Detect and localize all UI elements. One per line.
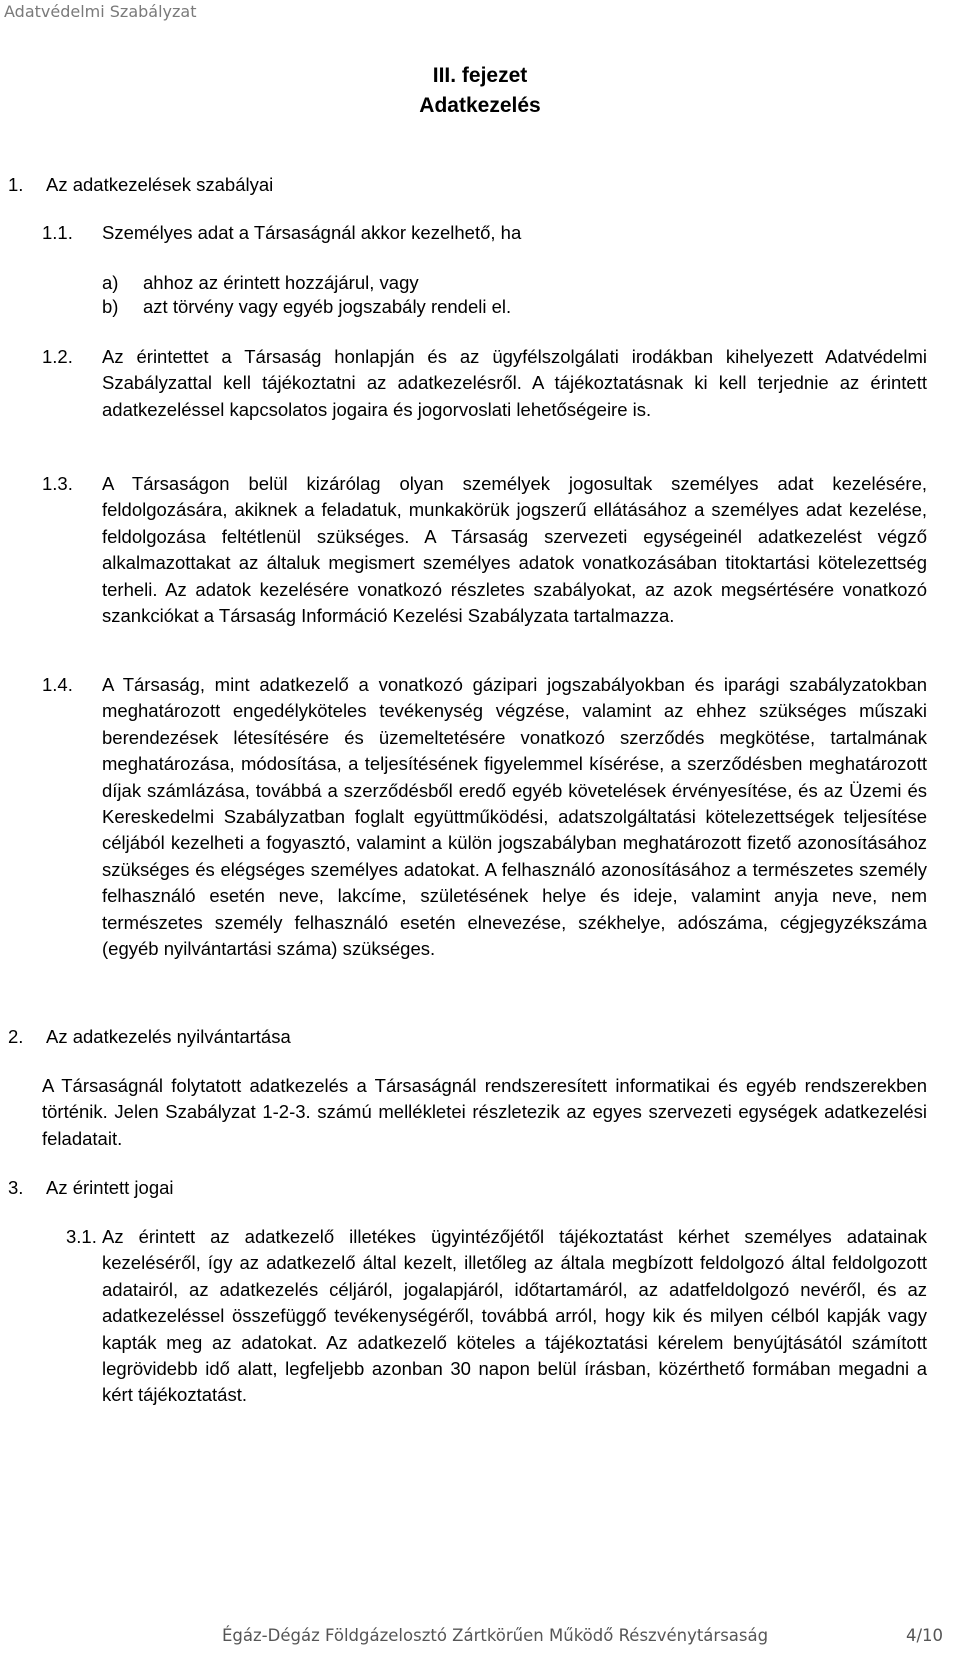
running-header: Adatvédelmi Szabályzat bbox=[4, 2, 197, 21]
list-item-label: a) bbox=[102, 272, 119, 293]
section-3-title: Az érintett jogai bbox=[46, 1177, 174, 1198]
para-1-1-number: 1.1. bbox=[42, 222, 73, 243]
footer-company: Égáz-Dégáz Földgázelosztó Zártkörűen Működő Részvénytársaság bbox=[222, 1626, 769, 1645]
para-1-2-number: 1.2. bbox=[42, 346, 73, 367]
section-2-title: Az adatkezelés nyilvántartása bbox=[46, 1026, 291, 1047]
chapter-number: III. fejezet bbox=[432, 64, 528, 87]
para-1-3-text: A Társaságon belül kizárólag olyan személyek jogosultak személyes adat kezelésére, feldolgozására, akiknek a feladatuk, munkakörük jogszerű ellátásához a személyes adat kezelése, feldolgozása feltétlenül szükséges. A Társaság szervezeti egységeinél adatkezelést végző alkalmazottakat az általuk megismert személyes adatok vonatkozásában titoktartási kötelezettség terheli. Az adatok kezelésére vonatkozó részletes szabályokat, az azok megsértésére vonatkozó szankciókat a Társaság Információ Kezelési Szabályzata tartalmazza. bbox=[102, 473, 927, 627]
para-1-4-number: 1.4. bbox=[42, 674, 73, 695]
para-1-4-text: A Társaság, mint adatkezelő a vonatkozó gázipari jogszabályokban és iparági szabályzatokban meghatározott engedélyköteles tevékenység végzése, valamint az ehhez szükséges műszaki berendezések létesítésére és üzemeltetésére vonatkozó szerződés megkötése, tartalmának meghatározása, módosítása, a teljesítésének figyelemmel kísérése, a szerződésben meghatározott díjak számlázása, továbbá a szerződésből eredő egyéb követelések érvényesítése, és az Üzemi és Kereskedelmi Szabályzatban foglalt együttműködési, adatszolgáltatási kötelezettségek teljesítése céljából kezelheti a fogyasztó, valamint a külön jogszabályban meghatározott fizető azonosításához szükséges és elégséges személyes adatokat. A felhasználó azonosításához a természetes személy felhasználó esetén neve, lakcíme, születésének helye és ideje, valamint anyja neve, nem természetes személy felhasználó esetén elnevezése, székhelye, adószáma, cégjegyzékszáma (egyéb nyilvántartási száma) szükséges. bbox=[102, 674, 927, 960]
section-3-number: 3. bbox=[8, 1177, 24, 1198]
para-1-2-text: Az érintettet a Társaság honlapján és az ügyfélszolgálati irodákban kihelyezett Adatvédelmi Szabályzattal kell tájékoztatni az adatkezelésről. A tájékoztatásnak ki kell terjednie az érintett adatkezeléssel kapcsolatos jogaira és jogorvoslati lehetőségeire is. bbox=[102, 346, 927, 420]
section-2-text: A Társaságnál folytatott adatkezelés a Társaságnál rendszeresített informatikai és egyéb rendszerekben történik. Jelen Szabályzat 1-2-3. számú mellékletei részletezik az egyes szervezeti egységek adatkezelési feladatait. bbox=[42, 1075, 927, 1149]
para-1-3-number: 1.3. bbox=[42, 473, 73, 494]
chapter-title: Adatkezelés bbox=[419, 94, 541, 117]
para-3-1-text: Az érintett az adatkezelő illetékes ügyintézőjétől tájékoztatást kérhet személyes adatainak kezeléséről, így az adatkezelő által kezelt, illetőleg az általa megbízott feldolgozó által feldolgozott adatairól, az adatkezelés céljáról, jogalapjáról, időtartamáról, az adatfeldolgozó nevéről, és az adatkezeléssel összefüggő tevékenységéről, továbbá arról, hogy kik és milyen célból kapják vagy kapták meg az adatokat. Az adatkezelő köteles a tájékoztatási kérelem benyújtásától számított legrövidebb idő alatt, legfeljebb azonban 30 napon belül írásban, közérthető formában megadni a kért tájékoztatást. bbox=[102, 1226, 927, 1406]
para-1-1-text: Személyes adat a Társaságnál akkor kezelhető, ha bbox=[102, 222, 522, 243]
para-3-1-number: 3.1. bbox=[66, 1226, 97, 1247]
page-number: 4/10 bbox=[906, 1626, 944, 1645]
list-item-text: ahhoz az érintett hozzájárul, vagy bbox=[143, 272, 419, 293]
section-1-title: Az adatkezelések szabályai bbox=[46, 174, 274, 195]
section-2-number: 2. bbox=[8, 1026, 24, 1047]
list-item-text: azt törvény vagy egyéb jogszabály rendeli el. bbox=[143, 296, 512, 317]
section-1-number: 1. bbox=[8, 174, 24, 195]
list-item-label: b) bbox=[102, 296, 119, 317]
